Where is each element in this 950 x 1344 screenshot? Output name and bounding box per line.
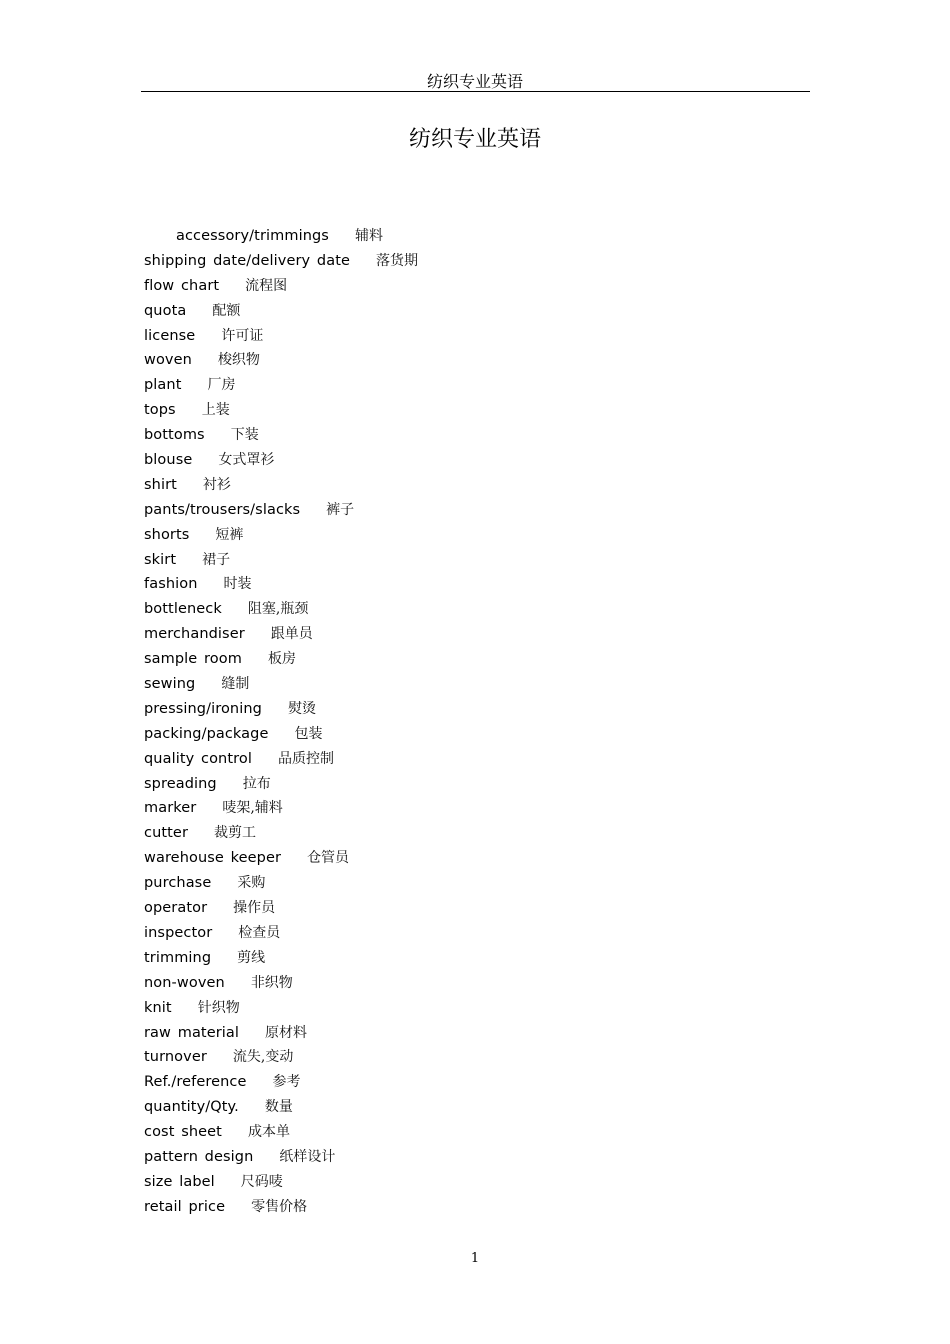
- chinese-translation: 缝制: [221, 676, 250, 693]
- english-term: cutter: [144, 825, 189, 842]
- glossary-entry: [144, 350, 418, 375]
- english-term: pressing/ironing: [144, 700, 262, 717]
- english-term: pattern design: [144, 1148, 254, 1165]
- english-term: non-woven: [144, 974, 225, 991]
- chinese-translation: 裙子: [202, 551, 231, 568]
- chinese-translation: 板房: [267, 651, 296, 668]
- chinese-translation: 裤子: [326, 501, 355, 518]
- english-term: cost sheet: [144, 1124, 222, 1141]
- glossary-entry: [144, 1197, 418, 1222]
- glossary-entry: [144, 251, 418, 276]
- chinese-translation: 辅料: [354, 228, 383, 244]
- english-term: flow chart: [144, 277, 220, 294]
- english-term: tops: [144, 402, 176, 419]
- english-term: woven: [144, 352, 192, 369]
- chinese-translation: 配额: [212, 302, 241, 319]
- english-term: turnover: [144, 1049, 207, 1066]
- chinese-translation: 熨烫: [287, 700, 316, 717]
- glossary-list: [144, 226, 418, 1222]
- glossary-entry: [144, 301, 418, 326]
- glossary-entry: [144, 823, 418, 848]
- glossary-entry: [144, 998, 418, 1023]
- english-term: trimming: [144, 949, 212, 966]
- english-term: raw material: [144, 1024, 240, 1041]
- chinese-translation: 采购: [237, 875, 266, 892]
- chinese-translation: 流失,变动: [232, 1049, 294, 1066]
- english-term: knit: [144, 999, 172, 1016]
- chinese-translation: 时装: [223, 576, 252, 593]
- chinese-translation: 拉布: [242, 775, 271, 792]
- glossary-entry: [144, 574, 418, 599]
- glossary-entry: [144, 973, 418, 998]
- english-term: size label: [144, 1173, 215, 1190]
- glossary-entry: [144, 898, 418, 923]
- chinese-translation: 非织物: [250, 974, 293, 991]
- chinese-translation: 女式罩衫: [218, 452, 275, 469]
- english-term: license: [144, 327, 196, 344]
- chinese-translation: 厂房: [207, 377, 236, 394]
- chinese-translation: 裁剪工: [214, 825, 257, 842]
- english-term: Ref./reference: [144, 1074, 247, 1091]
- glossary-entry: [144, 674, 418, 699]
- chinese-translation: 流程图: [245, 277, 288, 294]
- english-term: fashion: [144, 576, 198, 593]
- english-term: shirt: [144, 476, 177, 493]
- chinese-translation: 落货期: [376, 252, 419, 269]
- glossary-entry: [144, 1147, 418, 1172]
- glossary-entry: [144, 873, 418, 898]
- glossary-entry: [144, 624, 418, 649]
- english-term: purchase: [144, 875, 212, 892]
- english-term: inspector: [144, 924, 213, 941]
- english-term: pants/trousers/slacks: [144, 501, 301, 518]
- chinese-translation: 检查员: [238, 924, 281, 941]
- glossary-entry: [144, 1097, 418, 1122]
- english-term: shorts: [144, 526, 190, 543]
- chinese-translation: 成本单: [247, 1124, 290, 1141]
- english-term: bottleneck: [144, 601, 222, 618]
- chinese-translation: 针织物: [197, 999, 240, 1016]
- chinese-translation: 品质控制: [277, 750, 334, 767]
- chinese-translation: 原材料: [265, 1024, 308, 1041]
- chinese-translation: 参考: [272, 1074, 301, 1091]
- chinese-translation: 唛架,辅料: [222, 800, 283, 817]
- glossary-entry: [144, 500, 418, 525]
- english-term: quota: [144, 302, 187, 319]
- chinese-translation: 剪线: [237, 949, 266, 966]
- chinese-translation: 短裤: [215, 526, 244, 543]
- glossary-entry: [144, 525, 418, 550]
- english-term: accessory/trimmings: [176, 228, 329, 244]
- chinese-translation: 阻塞,瓶颈: [247, 601, 309, 618]
- glossary-entry: [144, 948, 418, 973]
- glossary-entry: [144, 798, 418, 823]
- chinese-translation: 仓管员: [307, 850, 350, 867]
- glossary-entry: [144, 1122, 418, 1147]
- chinese-translation: 许可证: [221, 327, 264, 344]
- glossary-entry: [144, 550, 418, 575]
- chinese-translation: 下装: [230, 427, 259, 444]
- glossary-entry: [144, 923, 418, 948]
- page-number: 1: [470, 1251, 480, 1266]
- glossary-entry: [144, 1172, 418, 1197]
- english-term: plant: [144, 377, 182, 394]
- english-term: quantity/Qty.: [144, 1099, 239, 1116]
- english-term: bottoms: [144, 427, 205, 444]
- glossary-entry: [144, 599, 418, 624]
- glossary-entry: [144, 450, 418, 475]
- english-term: spreading: [144, 775, 217, 792]
- chinese-translation: 零售价格: [251, 1198, 308, 1215]
- glossary-entry: [144, 699, 418, 724]
- glossary-entry: [144, 400, 418, 425]
- glossary-entry: [144, 276, 418, 301]
- english-term: marker: [144, 800, 197, 817]
- glossary-entry: [144, 649, 418, 674]
- chinese-translation: 纸样设计: [279, 1148, 336, 1165]
- chinese-translation: 数量: [264, 1099, 293, 1116]
- chinese-translation: 上装: [201, 402, 230, 419]
- chinese-translation: 包装: [294, 725, 323, 742]
- running-header: 纺织专业英语: [426, 72, 523, 91]
- glossary-entry: [144, 724, 418, 749]
- glossary-entry: [144, 226, 418, 251]
- english-term: skirt: [144, 551, 177, 568]
- header-rule: [141, 91, 810, 92]
- english-term: sewing: [144, 676, 196, 693]
- glossary-entry: [144, 848, 418, 873]
- english-term: quality control: [144, 750, 252, 767]
- english-term: operator: [144, 900, 208, 917]
- glossary-entry: [144, 774, 418, 799]
- english-term: merchandiser: [144, 626, 245, 643]
- english-term: blouse: [144, 452, 193, 469]
- chinese-translation: 衬衫: [202, 476, 231, 493]
- chinese-translation: 操作员: [233, 900, 276, 917]
- english-term: sample room: [144, 651, 242, 668]
- document-title: 纺织专业英语: [408, 127, 541, 152]
- glossary-entry: [144, 749, 418, 774]
- english-term: retail price: [144, 1198, 226, 1215]
- english-term: packing/package: [144, 725, 269, 742]
- chinese-translation: 梭织物: [217, 352, 260, 369]
- glossary-entry: [144, 1047, 418, 1072]
- chinese-translation: 尺码唛: [240, 1173, 283, 1190]
- glossary-entry: [144, 475, 418, 500]
- glossary-entry: [144, 326, 418, 351]
- english-term: shipping date/delivery date: [144, 252, 351, 269]
- glossary-entry: [144, 425, 418, 450]
- glossary-entry: [144, 1023, 418, 1048]
- chinese-translation: 跟单员: [270, 626, 313, 643]
- glossary-entry: [144, 1072, 418, 1097]
- english-term: warehouse keeper: [144, 850, 282, 867]
- glossary-entry: [144, 375, 418, 400]
